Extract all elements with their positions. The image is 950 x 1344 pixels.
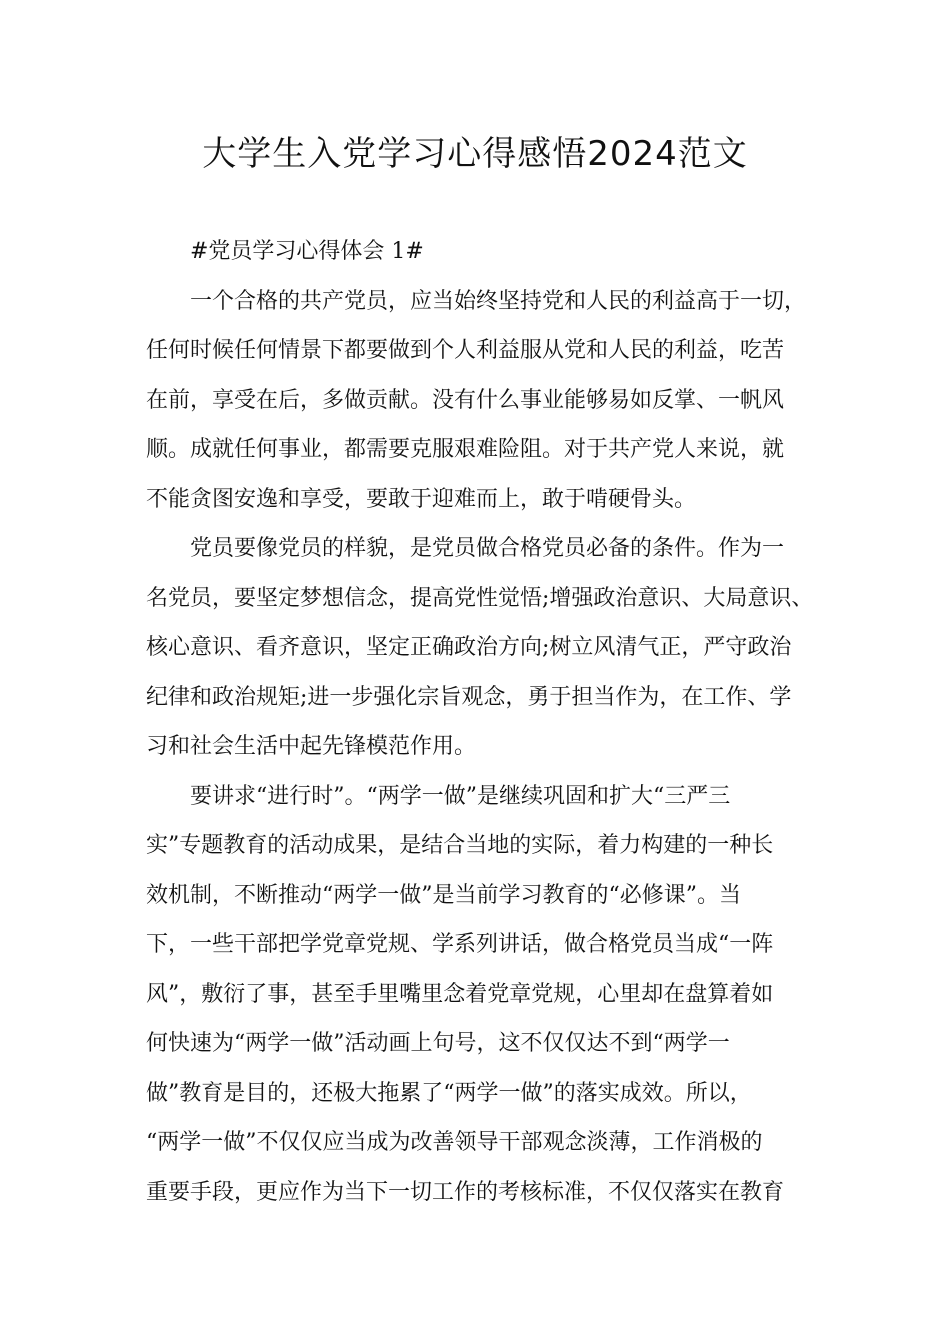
document-title: 大学生入党学习心得感悟2024范文 xyxy=(202,134,748,174)
paragraph-3-line-7: 做”教育是目的，还极大拖累了“两学一做”的落实成效。所以， xyxy=(146,1080,752,1106)
paragraph-3-line-6: 何快速为“两学一做”活动画上句号，这不仅仅达不到“两学一 xyxy=(146,1031,730,1056)
paragraph-3-line-1: 要讲求“进行时”。“两学一做”是继续巩固和扩大“三严三 xyxy=(190,783,731,809)
paragraph-3-line-4: 下，一些干部把学党章党规、学系列讲话，做合格党员当成“一阵 xyxy=(146,932,774,957)
paragraph-3-line-3: 效机制，不断推动“两学一做”是当前学习教育的“必修课”。当 xyxy=(146,882,741,908)
paragraph-1-line-2: 任何时候任何情景下都要做到个人利益服从党和人民的利益，吃苦 xyxy=(146,338,785,363)
paragraph-2-line-4: 纪律和政治规矩;进一步强化宗旨观念，勇于担当作为，在工作、学 xyxy=(146,684,792,710)
paragraph-1-line-1: 一个合格的共产党员，应当始终坚持党和人民的利益高于一切， xyxy=(190,288,807,314)
paragraph-3-line-8: “两学一做”不仅仅应当成为改善领导干部观念淡薄，工作消极的 xyxy=(146,1130,763,1155)
paragraph-1-line-4: 顺。成就任何事业，都需要克服艰难险阻。对于共产党人来说，就 xyxy=(146,437,785,462)
paragraph-3-line-9: 重要手段，更应作为当下一切工作的考核标准，不仅仅落实在教育 xyxy=(146,1179,785,1205)
document-body xyxy=(146,227,826,1217)
paragraph-2-line-2: 名党员，要坚定梦想信念，提高党性觉悟;增强政治意识、大局意识、 xyxy=(146,585,814,611)
paragraph-1-line-5: 不能贪图安逸和享受，要敢于迎难而上，敢于啃硬骨头。 xyxy=(146,486,697,512)
paragraph-2-line-5: 习和社会生活中起先锋模范作用。 xyxy=(146,734,477,759)
paragraph-3-line-2: 实”专题教育的活动成果，是结合当地的实际，着力构建的一种长 xyxy=(146,833,774,858)
paragraph-2-line-3: 核心意识、看齐意识，坚定正确政治方向;树立风清气正，严守政治 xyxy=(146,635,792,660)
paragraph-2-line-1: 党员要像党员的样貌，是党员做合格党员必备的条件。作为一 xyxy=(190,536,785,561)
paragraph-3-line-5: 风”，敷衍了事，甚至手里嘴里念着党章党规，心里却在盘算着如 xyxy=(146,981,774,1007)
paragraph-1-line-3: 在前，享受在后，多做贡献。没有什么事业能够易如反掌、一帆风 xyxy=(146,387,785,413)
section-heading: #党员学习心得体会 1# xyxy=(190,239,424,264)
